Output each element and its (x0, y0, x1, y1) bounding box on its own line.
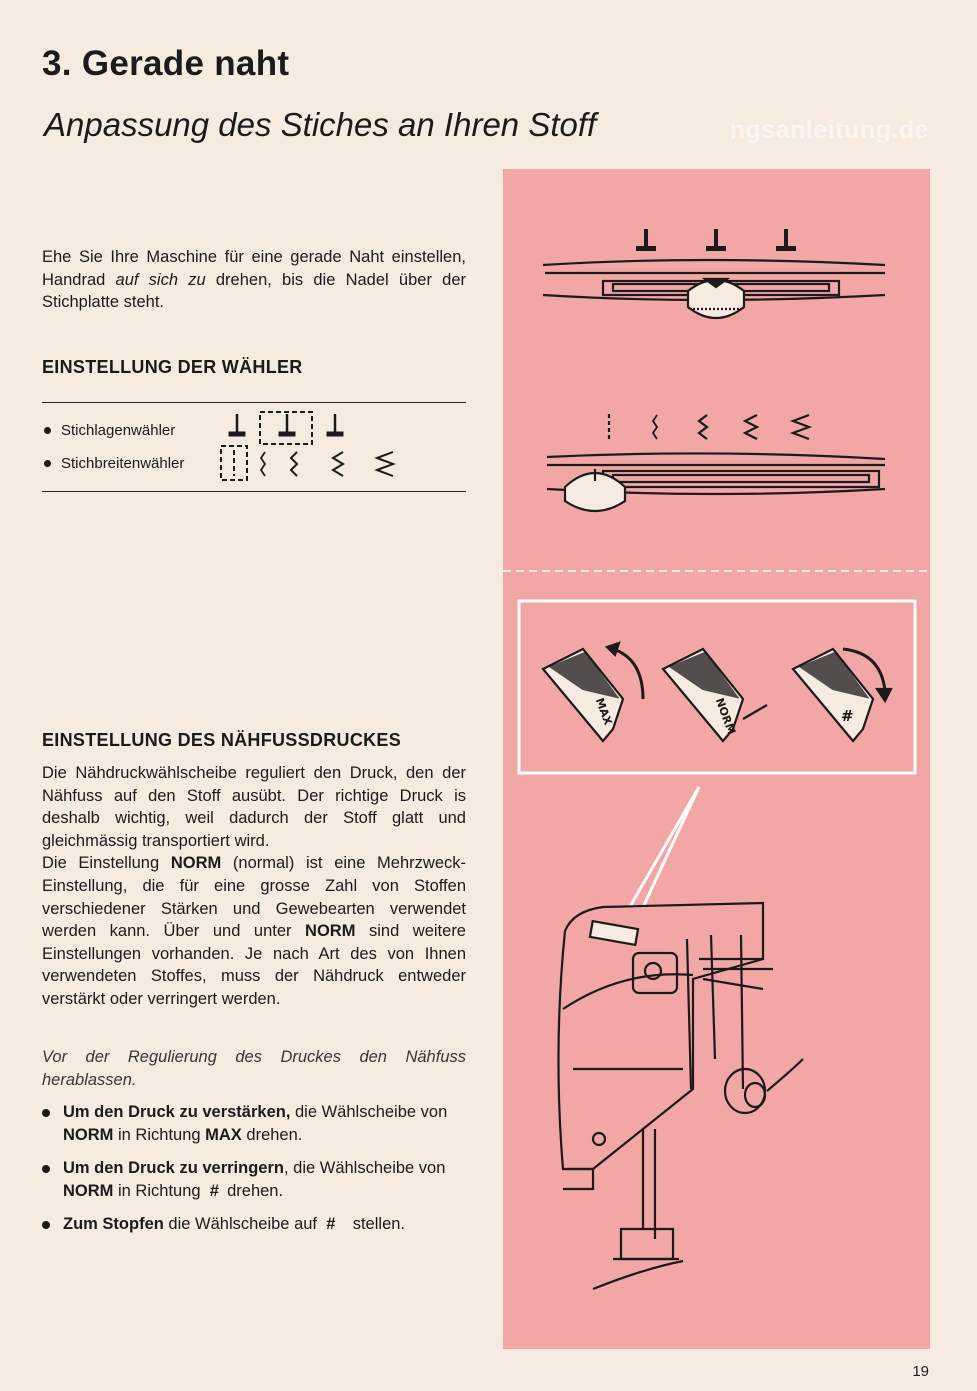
zigzag-medium-icon (291, 452, 297, 476)
selectors-heading: EINSTELLUNG DER WÄHLER (42, 357, 303, 377)
pressure-heading: EINSTELLUNG DES NÄHFUSSDRUCKES (42, 730, 402, 750)
page-title: 3. Gerade naht (42, 44, 290, 83)
needle-position-label: Stichlagenwähler (61, 422, 176, 439)
bullet-increase: Um den Druck zu verstärken, die Wählscheibe von NORM in Richtung MAX drehen. (42, 1101, 466, 1146)
bullet (44, 460, 51, 467)
darning-symbol-icon: # (326, 1215, 335, 1233)
selector-symbols (215, 408, 415, 488)
needle-left-icon (229, 414, 245, 436)
zigzag-widest-icon (377, 452, 393, 476)
watermark: ngsanleitung.de (729, 116, 929, 144)
pressure-dial-darning-illustration (793, 649, 891, 741)
darning-symbol-icon: # (209, 1181, 218, 1200)
needle-position-row (44, 422, 175, 439)
rule-bottom (42, 491, 466, 492)
pressure-text-b: Die Einstellung NORM (normal) ist eine Mehrzweck-Einstellung, die für eine grosse Zahl von Stoffen verschiedener Stärken und Gewebearten verwendet werden kann. Über und unter NORM sind weitere Einstellungen vorhanden. Je nach Art des von Ihnen verwendeten Stoffes, muss der Nähdruck entweder verstärkt oder verringert werden. (42, 854, 466, 1008)
page-number: 19 (912, 1363, 929, 1380)
page-subtitle: Anpassung des Stiches an Ihren Stoff (44, 106, 597, 143)
intro-italic: auf sich zu (115, 270, 206, 289)
dial-label-norm: NORM (712, 696, 738, 737)
pressure-text-a: Die Nähdruckwählscheibe reguliert den Druck, den der Nähfuss auf den Stoff ausübt. Der richtige Druck is deshalb wichtig, weil dadurch der Stoff glatt und gleichmässig transportiert wird. (42, 764, 466, 850)
stitch-width-row (44, 455, 184, 472)
bullet-decrease: Um den Druck zu verringern, die Wählscheibe von NORM in Richtung # drehen. (42, 1157, 466, 1202)
pressure-dial-norm-illustration (663, 649, 767, 741)
bullet (42, 1165, 50, 1173)
dial-label-max: MAX (592, 696, 615, 727)
needle-position-selector-illustration (543, 229, 885, 318)
pressure-note: Vor der Regulierung des Druckes den Nähfuss herablassen. (42, 1048, 466, 1089)
machine-illustrations (503, 169, 930, 1349)
bullet (42, 1221, 50, 1229)
dial-label-darning: # (841, 707, 854, 725)
rule-top (42, 402, 466, 403)
sewing-machine-head-illustration (558, 903, 803, 1289)
zigzag-wide-icon (333, 452, 343, 476)
bullet-darning: Zum Stopfen die Wählscheibe auf # stellen. (42, 1213, 466, 1236)
bullet (42, 1109, 50, 1117)
zigzag-narrow-icon (261, 452, 265, 476)
intro-text-1: Ehe Sie Ihre Maschine für eine gerade Naht einstellen, Handrad (42, 248, 466, 289)
pressure-paragraph (42, 762, 466, 1011)
pressure-dial-max-illustration (543, 643, 643, 741)
needle-right-icon (327, 414, 343, 436)
stitch-width-label: Stichbreitenwähler (61, 455, 185, 472)
intro-paragraph (42, 246, 466, 314)
stitch-width-selector-illustration (547, 414, 885, 511)
intro-text-2: drehen, bis die Nadel über der Stichplatte steht. (42, 270, 466, 312)
needle-center-icon (279, 414, 295, 436)
bullet (44, 427, 51, 434)
